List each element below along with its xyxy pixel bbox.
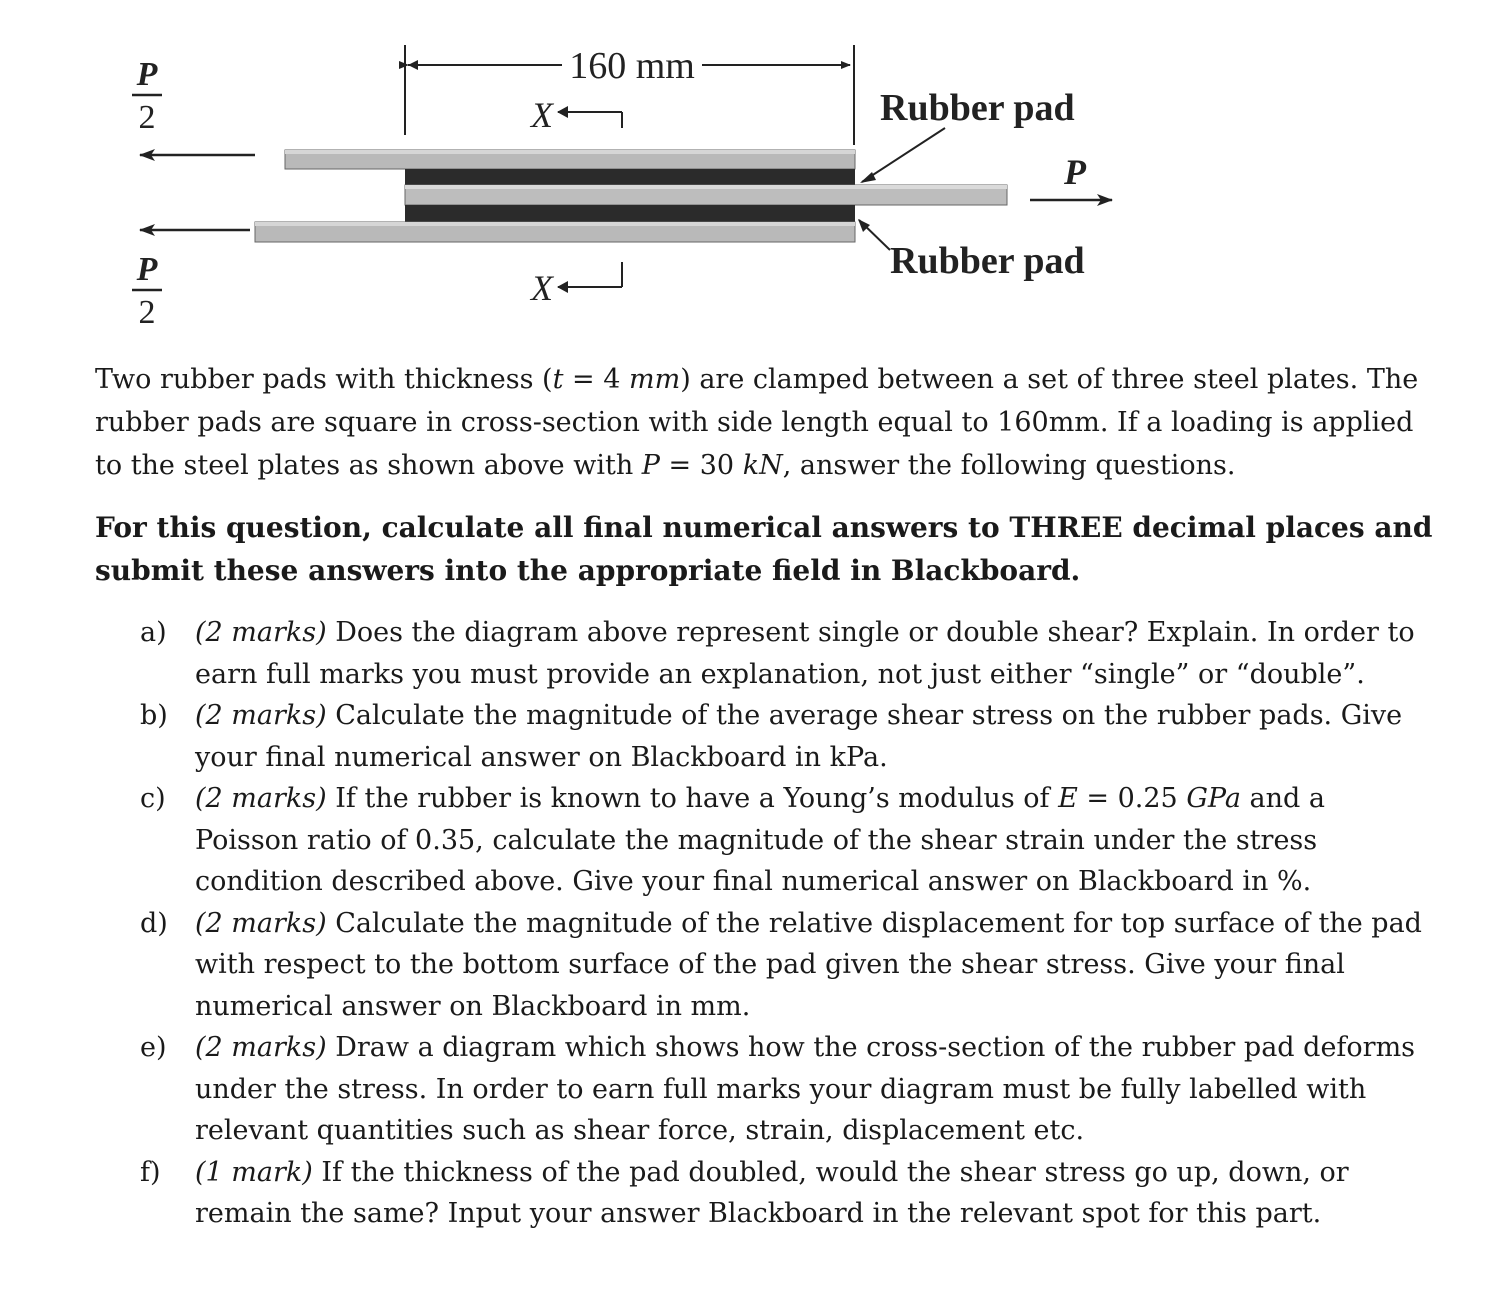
rubber-pad-top-label: Rubber pad <box>880 87 1075 129</box>
question-f-letter: f) <box>140 1156 161 1188</box>
question-d-text: Calculate the magnitude of the relative displacement for top surface of the pad with respect to the bottom surface of the pad given the shear stress. Give your final numerical answer on Blackboard in mm. <box>195 907 1422 1022</box>
steel-plate-top <box>285 150 855 169</box>
intro-part2: ) are clamped between a set of three steel plates. The rubber pads are square in cross-section with side length equal to 160mm. If a loading is applied to the steel plates as shown above with <box>95 364 1419 481</box>
load-label-bottom <box>132 251 162 331</box>
question-d <box>140 903 1430 1028</box>
load-unit: kN <box>742 450 783 481</box>
question-d-marks: (2 marks) <box>195 907 327 939</box>
load-bottom-numerator: P <box>136 251 158 288</box>
youngs-modulus-value: = 0.25 <box>1077 783 1187 814</box>
rubber-pad-top <box>405 169 855 185</box>
steel-plate-middle <box>405 185 1007 205</box>
question-e-letter: e) <box>140 1032 167 1063</box>
question-e-text: Draw a diagram which shows how the cross-section of the rubber pad deforms under the stress. In order to earn full marks your diagram must be fully labelled with relevant quantities such as shear force, strain, displacement etc. <box>195 1032 1416 1146</box>
question-c-letter: c) <box>140 783 166 814</box>
shear-diagram <box>0 0 1494 345</box>
load-top-denominator: 2 <box>138 99 156 136</box>
rubber-pad-callout-bottom <box>858 219 1085 282</box>
load-label-top <box>132 56 162 136</box>
question-b <box>140 695 1430 778</box>
rubber-pad-bottom <box>405 205 855 222</box>
question-b-text: Calculate the magnitude of the average shear stress on the rubber pads. Give your final numerical answer on Blackboard in kPa. <box>195 700 1403 773</box>
section-marker-top <box>529 95 622 135</box>
question-c-marks: (2 marks) <box>195 783 327 814</box>
question-a-marks: (2 marks) <box>195 617 327 648</box>
youngs-modulus-variable: E <box>1058 783 1078 814</box>
load-bottom-denominator: 2 <box>138 294 156 331</box>
question-b-marks: (2 marks) <box>195 700 327 731</box>
question-b-letter: b) <box>140 700 168 731</box>
question-c-text-before: If the rubber is known to have a Young’s modulus of <box>326 783 1059 814</box>
instruction-note: For this question, calculate all final numerical answers to THREE decimal places and submit these answers into the appropriate field in Blackboard. <box>95 511 1433 587</box>
load-label-right: P <box>1064 152 1086 192</box>
rubber-pad-bottom-label: Rubber pad <box>890 240 1085 282</box>
section-marker-top-label: X <box>531 95 553 135</box>
question-c-text-after: and a Poisson ratio of 0.35, calculate the magnitude of the shear strain under the stress condition described above. Give your final numerical answer on Blackboard in %. <box>195 783 1325 897</box>
question-a <box>140 612 1430 695</box>
section-marker-bottom <box>529 262 622 308</box>
load-variable: P <box>641 450 660 481</box>
thickness-unit: mm <box>628 364 681 395</box>
question-list <box>140 612 1430 1235</box>
question-a-text: Does the diagram above represent single or double shear? Explain. In order to earn full marks you must provide an explanation, not just either “single” or “double”. <box>195 617 1415 690</box>
problem-statement <box>95 358 1435 487</box>
question-f-marks: (1 mark) <box>195 1156 313 1188</box>
question-f <box>140 1152 1430 1235</box>
question-d-letter: d) <box>140 907 168 939</box>
intro-part3: , answer the following questions. <box>782 450 1236 481</box>
steel-plate-bottom <box>255 222 855 242</box>
dimension-label: 160 mm <box>569 45 695 87</box>
thickness-variable: t <box>552 364 564 395</box>
youngs-modulus-unit: GPa <box>1186 783 1241 814</box>
question-e <box>140 1027 1430 1152</box>
intro-part1: Two rubber pads with thickness ( <box>95 364 553 395</box>
section-marker-bottom-label: X <box>531 268 553 308</box>
question-f-text: If the thickness of the pad doubled, would the shear stress go up, down, or remain the same? Input your answer Blackboard in the relevant spot for this part. <box>195 1156 1349 1229</box>
question-c <box>140 778 1430 903</box>
question-a-letter: a) <box>140 617 167 648</box>
dimension-160mm <box>405 45 854 145</box>
load-value: = 30 <box>659 450 743 481</box>
thickness-value: = 4 <box>563 364 629 395</box>
load-top-numerator: P <box>136 56 158 93</box>
question-e-marks: (2 marks) <box>195 1032 327 1063</box>
rubber-pad-callout-top <box>860 87 1075 183</box>
